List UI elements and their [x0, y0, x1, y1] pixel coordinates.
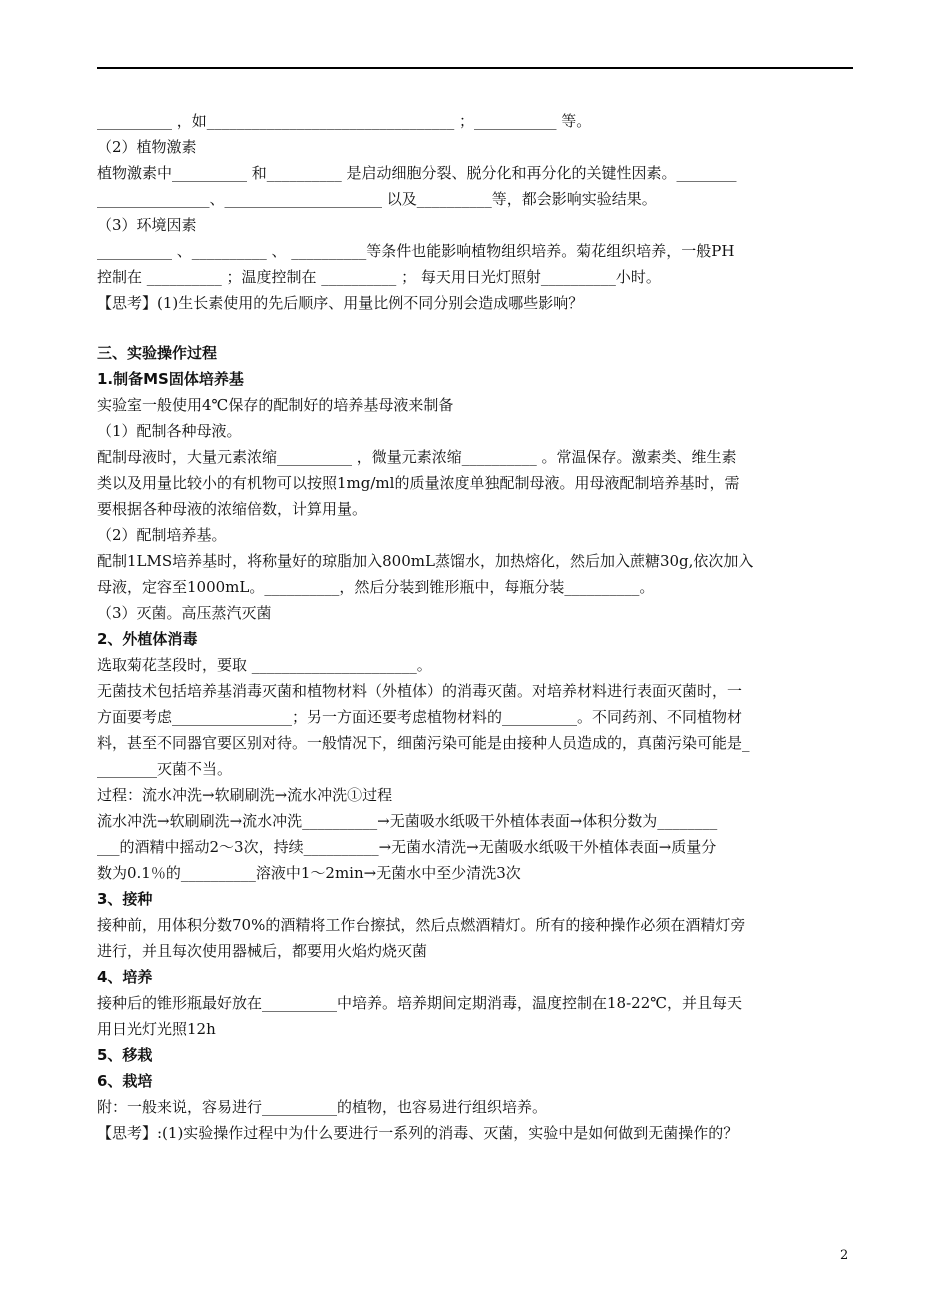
- text-line: 数为0.1％的__________溶液中1～2min→无菌水中至少清洗3次: [97, 864, 521, 882]
- text-line: 类以及用量比较小的有机物可以按照1mg/ml的质量浓度单独配制母液。用母液配制培养基时，需: [97, 474, 740, 492]
- section-heading: 三、实验操作过程: [97, 344, 218, 362]
- text-line: __________ 、__________ 、 __________等条件也能影响植物组织培养。菊花组织培养，一般PH: [97, 242, 735, 260]
- text-line: 料，甚至不同器官要区别对待。一般情况下，细菌污染可能是由接种人员造成的，真菌污染可能是_: [97, 734, 750, 752]
- section-heading: 5、移栽: [97, 1046, 153, 1064]
- text-line: 选取菊花茎段时，要取 ______________________。: [97, 656, 432, 674]
- text-line: （2）配制培养基。: [97, 526, 227, 544]
- text-line: 实验室一般使用4℃保存的配制好的培养基母液来制备: [97, 396, 454, 414]
- text-line: （1）配制各种母液。: [97, 422, 242, 440]
- text-line: 进行，并且每次使用器械后，都要用火焰灼烧灭菌: [97, 942, 428, 960]
- text-line: 接种后的锥形瓶最好放在__________中培养。培养期间定期消毒，温度控制在18-22℃，并且每天: [97, 994, 743, 1012]
- text-line: 过程：流水冲洗→软刷刷洗→流水冲洗①过程: [97, 786, 393, 804]
- text-line: 配制1LMS培养基时，将称量好的琼脂加入800mL蒸馏水，加热熔化，然后加入蔗糖30g,依次加入: [97, 552, 754, 570]
- text-line: 无菌技术包括培养基消毒灭菌和植物材料（外植体）的消毒灭菌。对培养材料进行表面灭菌时，一: [97, 682, 743, 700]
- text-line: 植物激素中__________ 和__________ 是启动细胞分裂、脱分化和再分化的关键性因素。________: [97, 164, 737, 182]
- text-line: 方面要考虑________________；另一方面还要考虑植物材料的__________。不同药剂、不同植物材: [97, 708, 743, 726]
- page-number: 2: [840, 1248, 849, 1263]
- text-line: 控制在 __________ ；温度控制在 __________ ； 每天用日光灯照射__________小时。: [97, 268, 661, 286]
- text-line: 要根据各种母液的浓缩倍数，计算用量。: [97, 500, 368, 518]
- text-line: _______________、_____________________ 以及__________等，都会影响实验结果。: [97, 190, 657, 208]
- text-line: __________ ，如_________________________________ ；___________ 等。: [97, 112, 592, 130]
- text-line: （2）植物激素: [97, 138, 197, 156]
- text-line: ________灭菌不当。: [97, 760, 233, 778]
- text-line: 配制母液时，大量元素浓缩__________ ，微量元素浓缩__________ 。常温保存。激素类、维生素: [97, 448, 737, 466]
- section-heading: 4、培养: [97, 968, 153, 986]
- text-line: （3）灭菌。高压蒸汽灭菌: [97, 604, 272, 622]
- text-line: 母液，定容至1000mL。__________，然后分装到锥形瓶中，每瓶分装__________。: [97, 578, 655, 596]
- text-line: 附：一般来说，容易进行__________的植物，也容易进行组织培养。: [97, 1098, 548, 1116]
- text-line: 用日光灯光照12h: [97, 1020, 216, 1038]
- header-rule: [97, 67, 853, 69]
- text-line: 接种前，用体积分数70%的酒精将工作台擦拭，然后点燃酒精灯。所有的接种操作必须在酒精灯旁: [97, 916, 746, 934]
- text-line: ___的酒精中摇动2～3次，持续__________→无菌水清洗→无菌吸水纸吸干外植体表面→质量分: [97, 838, 717, 856]
- text-line: 【思考】:(1)实验操作过程中为什么要进行一系列的消毒、灭菌，实验中是如何做到无菌操作的？: [97, 1124, 739, 1142]
- text-line: 【思考】(1)生长素使用的先后顺序、用量比例不同分别会造成哪些影响？: [97, 294, 584, 312]
- section-heading: 2、外植体消毒: [97, 630, 198, 648]
- text-line: 流水冲洗→软刷刷洗→流水冲洗__________→无菌吸水纸吸干外植体表面→体积分数为________: [97, 812, 718, 830]
- section-heading: 6、栽培: [97, 1072, 153, 1090]
- section-heading: 1.制备MS固体培养基: [97, 370, 244, 388]
- document-body: [97, 108, 857, 1146]
- blank-line: [97, 316, 857, 340]
- text-line: （3）环境因素: [97, 216, 197, 234]
- section-heading: 3、接种: [97, 890, 153, 908]
